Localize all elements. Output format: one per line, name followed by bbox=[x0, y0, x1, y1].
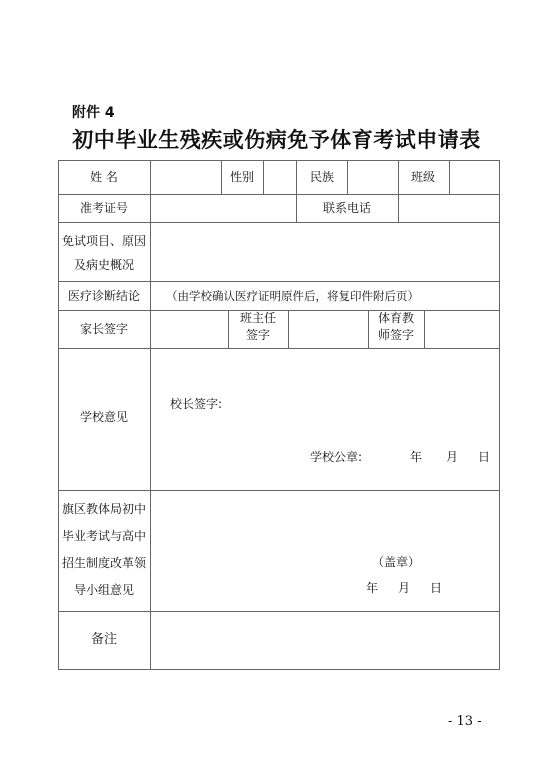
parent-signature-label: 家长签字 bbox=[79, 322, 129, 336]
page-number: - 13 - bbox=[448, 714, 482, 729]
application-form-table bbox=[58, 160, 500, 670]
cell-divider bbox=[288, 310, 289, 348]
row-divider bbox=[58, 611, 500, 612]
diagnosis-label: 医疗诊断结论 bbox=[67, 289, 141, 303]
education-bureau-opinion-label bbox=[58, 496, 150, 604]
class-label: 班级 bbox=[410, 170, 436, 184]
row-divider bbox=[58, 281, 500, 282]
row-divider bbox=[58, 490, 500, 491]
table-border-right bbox=[499, 160, 500, 670]
cell-divider bbox=[449, 160, 450, 194]
label-line: 旗区教体局初中 bbox=[61, 502, 146, 516]
label-line: 签字 bbox=[245, 328, 270, 342]
label-line: 体育教 bbox=[377, 311, 414, 325]
diagnosis-note: （由学校确认医疗证明原件后，将复印件附后页） bbox=[166, 289, 419, 303]
cell-divider bbox=[347, 160, 348, 194]
label-line: 招生制度改革领 bbox=[61, 556, 146, 570]
pe-teacher-signature-label bbox=[368, 306, 424, 347]
school-seal-label: 学校公章: bbox=[310, 450, 363, 464]
label-line: 及病史概况 bbox=[73, 258, 134, 272]
month-label: 月 bbox=[446, 450, 459, 464]
cell-divider bbox=[221, 160, 222, 194]
row-divider bbox=[58, 348, 500, 349]
cell-divider bbox=[424, 310, 425, 348]
label-line: 毕业考试与高中 bbox=[61, 529, 146, 543]
month-label: 月 bbox=[398, 581, 411, 595]
cell-divider bbox=[296, 194, 297, 222]
stamp-label: （盖章） bbox=[372, 555, 421, 569]
name-label: 姓 名 bbox=[90, 170, 118, 184]
cell-divider bbox=[296, 160, 297, 194]
day-label: 日 bbox=[430, 581, 443, 595]
exam-number-label: 准考证号 bbox=[79, 201, 129, 215]
head-teacher-signature-label bbox=[228, 306, 288, 347]
phone-label: 联系电话 bbox=[322, 201, 372, 215]
school-opinion-label: 学校意见 bbox=[79, 410, 129, 424]
principal-signature-label: 校长签字: bbox=[170, 397, 223, 411]
gender-label: 性别 bbox=[229, 170, 255, 184]
exemption-reason-label bbox=[58, 229, 150, 277]
attachment-label: 附件 4 bbox=[72, 105, 115, 121]
year-label: 年 bbox=[366, 581, 379, 595]
remarks-label: 备注 bbox=[90, 632, 118, 647]
ethnicity-label: 民族 bbox=[309, 170, 335, 184]
row-divider bbox=[58, 222, 500, 223]
label-line: 班主任 bbox=[239, 311, 276, 325]
label-line: 师签字 bbox=[377, 328, 414, 342]
label-column-divider bbox=[150, 160, 151, 670]
row-divider bbox=[58, 194, 500, 195]
day-label: 日 bbox=[478, 450, 491, 464]
cell-divider bbox=[398, 194, 399, 222]
year-label: 年 bbox=[410, 450, 423, 464]
table-border-top bbox=[58, 160, 500, 161]
cell-divider bbox=[263, 160, 264, 194]
table-border-bottom bbox=[58, 669, 500, 670]
form-title: 初中毕业生残疾或伤病免予体育考试申请表 bbox=[72, 127, 481, 152]
label-line: 导小组意见 bbox=[73, 583, 134, 597]
label-line: 免试项目、原因 bbox=[61, 234, 146, 248]
cell-divider bbox=[398, 160, 399, 194]
